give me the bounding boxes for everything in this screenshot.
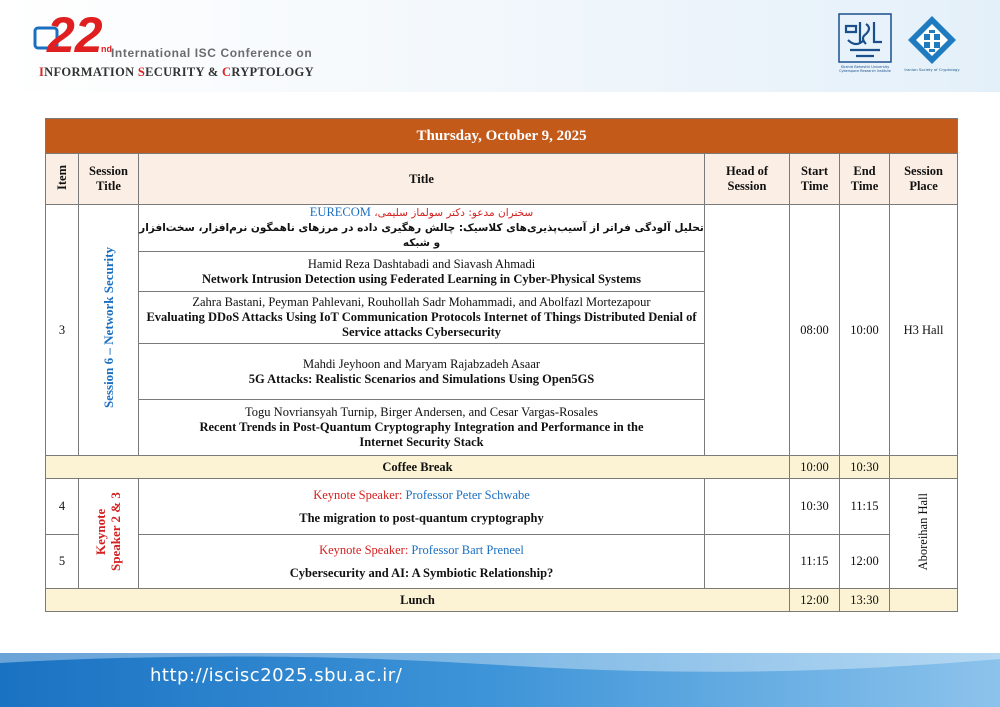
col-item-header: Item xyxy=(46,154,79,205)
paper-authors: Togu Novriansyah Turnip, Birger Andersen, and Cesar Vargas-Rosales xyxy=(245,405,598,419)
paper-title: Network Intrusion Detection using Federated Learning in Cyber-Physical Systems xyxy=(201,271,642,286)
invited-speaker: سخنران مدعو: دکتر سولماز سلیمی، EURECOM xyxy=(309,205,534,219)
footer-bar xyxy=(0,653,1000,707)
col-title-header: Title xyxy=(139,154,705,205)
coffee-break-row xyxy=(46,456,958,479)
edition-number: 22 xyxy=(47,7,103,63)
keynote-2-end: 12:00 xyxy=(840,535,890,589)
keynote-2-cell xyxy=(139,535,705,589)
keynote-1-start: 10:30 xyxy=(790,479,840,535)
paper-title: Recent Trends in Post-Quantum Cryptography Integration and Performance in the Internet Security Stack xyxy=(199,420,644,449)
conference-name-line2: INFORMATION SECURITY & CRYPTOLOGY xyxy=(39,65,314,79)
keynote-1-title: The migration to post-quantum cryptography xyxy=(299,510,544,525)
keynote-1-item: 4 xyxy=(46,479,79,535)
column-header-row xyxy=(46,154,958,205)
session6-item: 3 xyxy=(46,205,79,456)
sbu-caption-2: Cyberspace Research Institute xyxy=(839,69,891,73)
keynote-row-1 xyxy=(46,479,958,535)
conference-website-link[interactable]: http://iscisc2025.sbu.ac.ir/ xyxy=(150,665,403,686)
schedule-table xyxy=(45,118,958,612)
ics-logo xyxy=(902,12,962,74)
keynote-1-speaker: Keynote Speaker: Professor Peter Schwabe xyxy=(313,487,530,502)
conference-header xyxy=(0,0,1000,92)
lunch-end: 13:30 xyxy=(840,589,890,612)
keynote-2-item: 5 xyxy=(46,535,79,589)
conference-name-line1: International ISC Conference on xyxy=(111,46,313,60)
invited-talk-title: تحلیل آلودگی فراتر از آسیب‌پذیری‌های کلاسیک: چالش رهگیری داده در مرزهای ناهمگون نرم‌افزار، سخت‌افزار و شبکه xyxy=(139,222,704,249)
lunch-label: Lunch xyxy=(46,589,790,612)
coffee-break-end: 10:30 xyxy=(840,456,890,479)
sbu-caption-1: Shahid Beheshti University xyxy=(840,65,890,69)
session6-place: H3 Hall xyxy=(890,205,958,456)
lunch-start: 12:00 xyxy=(790,589,840,612)
coffee-break-label: Coffee Break xyxy=(46,456,790,479)
keynote-session-label: Keynote Speaker 2 & 3 xyxy=(92,492,123,571)
paper-cell xyxy=(139,344,705,400)
session6-end: 10:00 xyxy=(840,205,890,456)
day-header-row xyxy=(46,119,958,154)
col-end-time-header: End Time xyxy=(840,154,890,205)
day-title: Thursday, October 9, 2025 xyxy=(46,119,958,154)
keynote-2-speaker: Keynote Speaker: Professor Bart Preneel xyxy=(319,542,524,557)
paper-title: 5G Attacks: Realistic Scenarios and Simulations Using Open5GS xyxy=(248,371,595,386)
paper-cell xyxy=(139,252,705,292)
keynote-1-head xyxy=(705,479,790,535)
paper-authors: Zahra Bastani, Peyman Pahlevani, Rouhollah Sadr Mohammadi, and Abolfazl Mortezapour xyxy=(192,295,651,309)
paper-cell xyxy=(139,292,705,344)
session6-label: Session 6 – Network Security xyxy=(100,247,116,409)
invited-talk-cell xyxy=(139,205,705,252)
keynote-1-cell xyxy=(139,479,705,535)
session6-start: 08:00 xyxy=(790,205,840,456)
keynote-2-head xyxy=(705,535,790,589)
edition-suffix: nd xyxy=(101,44,112,54)
col-head-of-session-header: Head of Session xyxy=(705,154,790,205)
keynote-row-2 xyxy=(46,535,958,589)
paper-authors: Mahdi Jeyhoon and Maryam Rajabzadeh Asaar xyxy=(302,356,541,371)
keynote-2-title: Cybersecurity and AI: A Symbiotic Relationship? xyxy=(289,565,554,580)
sbu-logo xyxy=(836,12,894,74)
paper-title: Evaluating DDoS Attacks Using IoT Communication Protocols Internet of Things Distributed Denial of Service attacks Cybersecurity xyxy=(146,310,697,339)
lunch-row xyxy=(46,589,958,612)
ics-caption: Iranian Society of Cryptology xyxy=(904,67,960,72)
keynote-1-end: 11:15 xyxy=(840,479,890,535)
keynote-label-cell xyxy=(79,479,139,589)
col-start-time-header: Start Time xyxy=(790,154,840,205)
lunch-place xyxy=(890,589,958,612)
keynote-place-cell xyxy=(890,479,958,589)
paper-cell xyxy=(139,400,705,456)
keynote-place: Aboreihan Hall xyxy=(916,492,931,571)
session6-paper-row-1 xyxy=(46,205,958,252)
col-session-place-header: Session Place xyxy=(890,154,958,205)
session6-head xyxy=(705,205,790,456)
col-session-title-header: Session Title xyxy=(79,154,139,205)
paper-authors: Hamid Reza Dashtabadi and Siavash Ahmadi xyxy=(307,256,536,271)
coffee-break-start: 10:00 xyxy=(790,456,840,479)
coffee-break-place xyxy=(890,456,958,479)
session6-label-cell xyxy=(79,205,139,456)
keynote-2-start: 11:15 xyxy=(790,535,840,589)
conference-22nd-logo xyxy=(33,6,115,64)
